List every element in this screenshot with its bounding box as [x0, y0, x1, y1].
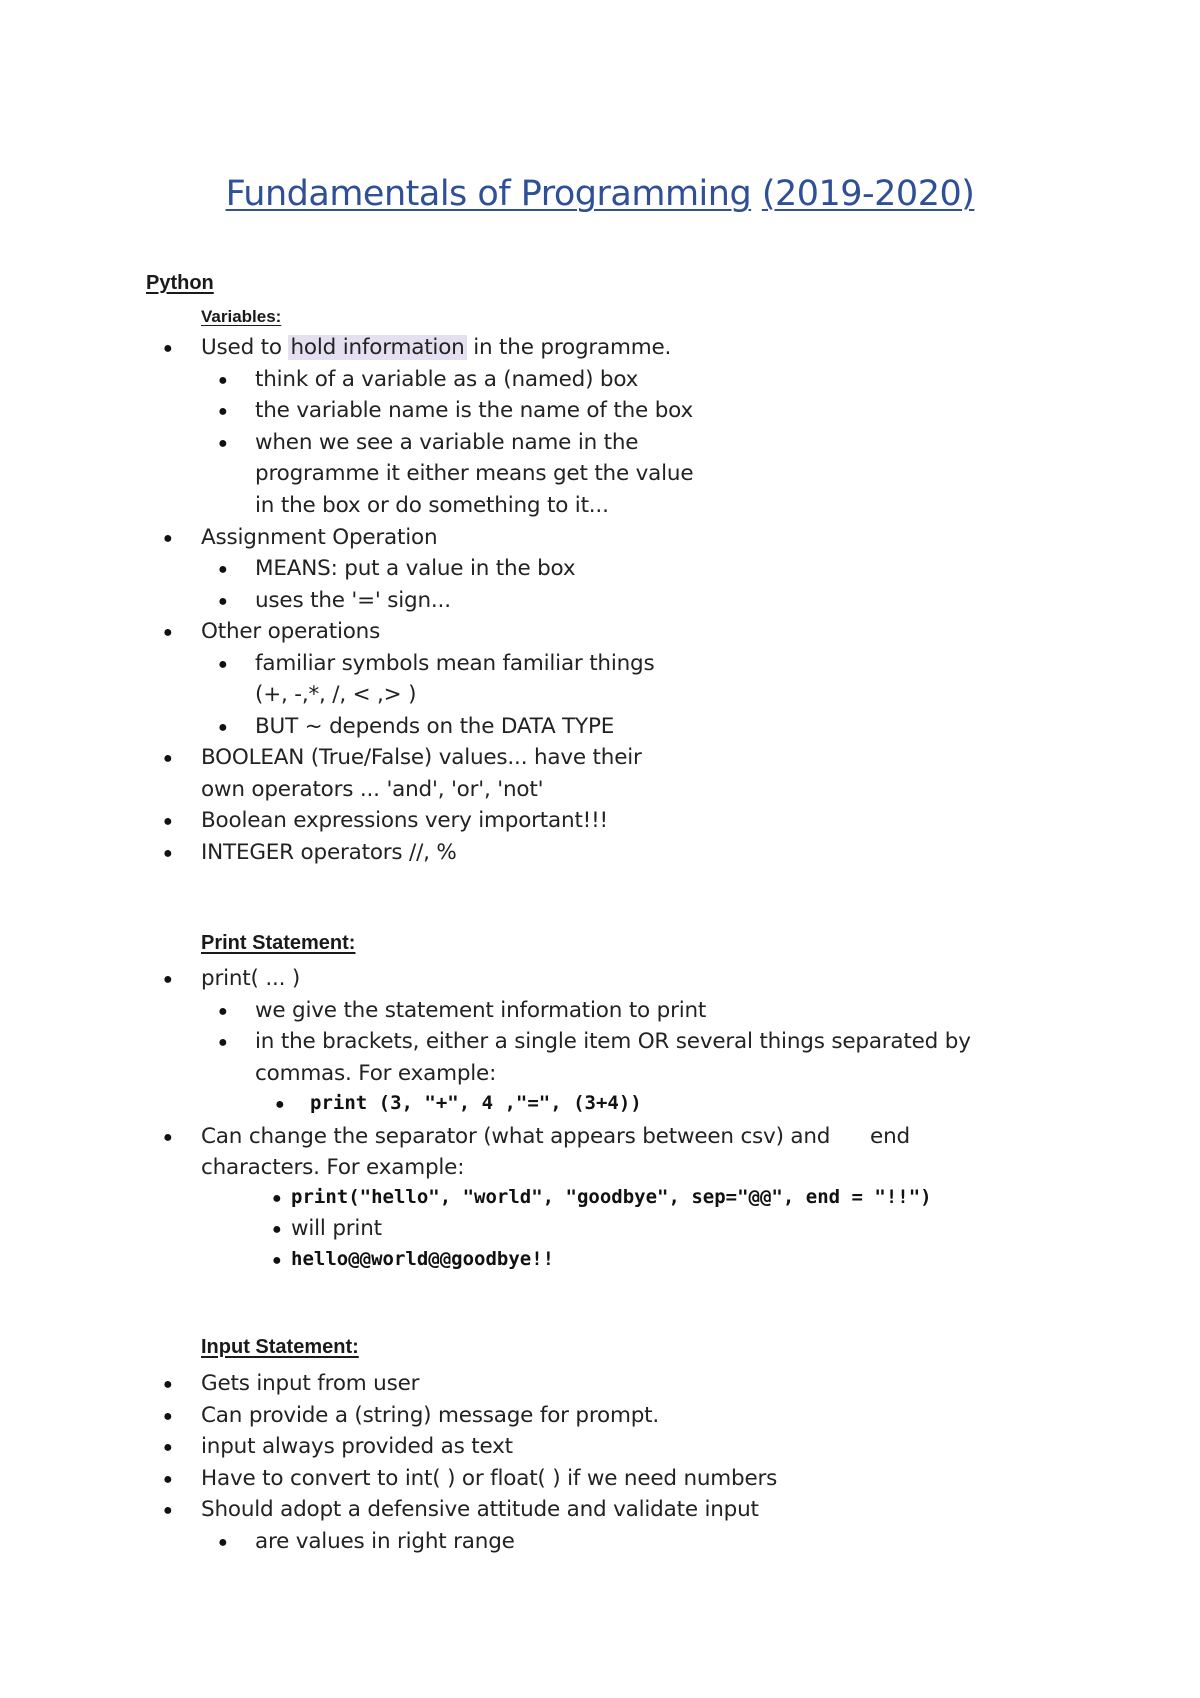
list-item: familiar symbols mean familiar things — [255, 651, 655, 676]
bullet: ● — [218, 561, 228, 578]
list-item: Can provide a (string) message for prompt. — [201, 1403, 660, 1428]
list-item: when we see a variable name in the — [255, 430, 639, 455]
list-item-continued: characters. For example: — [201, 1155, 465, 1180]
list-item: uses the '=' sign... — [255, 588, 451, 613]
bullet: ● — [275, 1096, 285, 1113]
print-statement-heading: Print Statement: — [201, 932, 356, 954]
bullet: ● — [218, 1034, 228, 1051]
bullet: ● — [272, 1190, 282, 1207]
bullet: ● — [272, 1221, 282, 1238]
code-example: hello@@world@@goodbye!! — [291, 1248, 555, 1270]
code-example: print("hello", "world", "goodbye", sep="@@", end = "!!") — [291, 1186, 932, 1208]
list-item-continued: in the box or do something to it... — [255, 493, 609, 518]
title-text: Fundamentals of Programming — [225, 174, 752, 214]
bullet: ● — [163, 1439, 173, 1456]
list-item: think of a variable as a (named) box — [255, 367, 639, 392]
list-item-continued: (+, -,*, /, < ,> ) — [255, 682, 417, 707]
bullet: ● — [272, 1252, 282, 1269]
bullet: ● — [163, 1471, 173, 1488]
bullet: ● — [163, 1502, 173, 1519]
list-item-continued: own operators ... 'and', 'or', 'not' — [201, 777, 544, 802]
bullet: ● — [218, 656, 228, 673]
bullet: ● — [218, 1534, 228, 1551]
bullet: ● — [218, 435, 228, 452]
list-item: print( ... ) — [201, 966, 301, 991]
bullet: ● — [163, 624, 173, 641]
code-example: print (3, "+", 4 ,"=", (3+4)) — [310, 1092, 642, 1114]
bullet: ● — [163, 530, 173, 547]
list-item: MEANS: put a value in the box — [255, 556, 576, 581]
list-item: Have to convert to int( ) or float( ) if we need numbers — [201, 1466, 778, 1491]
input-statement-heading: Input Statement: — [201, 1336, 359, 1358]
list-item: Other operations — [201, 619, 381, 644]
list-item-continued: programme it either means get the value — [255, 461, 694, 486]
bullet: ● — [218, 719, 228, 736]
list-item-continued: commas. For example: — [255, 1061, 497, 1086]
bullet: ● — [163, 750, 173, 767]
list-item: input always provided as text — [201, 1434, 513, 1459]
bullet: ● — [163, 813, 173, 830]
bullet: ● — [218, 1003, 228, 1020]
list-item: will print — [291, 1216, 382, 1241]
page-title — [0, 174, 1200, 214]
bullet: ● — [163, 971, 173, 988]
bullet: ● — [163, 845, 173, 862]
list-item: Can change the separator (what appears between csv) and end — [201, 1124, 910, 1149]
list-item: Used to hold information in the programme. — [201, 335, 672, 360]
bullet: ● — [218, 372, 228, 389]
list-item: BOOLEAN (True/False) values... have their — [201, 745, 642, 770]
list-item: Gets input from user — [201, 1371, 420, 1396]
list-item: Assignment Operation — [201, 525, 438, 550]
highlighted-text: hold information — [290, 335, 465, 360]
list-item: in the brackets, either a single item OR several things separated by — [255, 1029, 971, 1054]
title-years: (2019-2020) — [761, 174, 975, 214]
bullet: ● — [218, 403, 228, 420]
list-item: the variable name is the name of the box — [255, 398, 693, 423]
bullet: ● — [163, 1408, 173, 1425]
section-heading-python: Python — [146, 272, 214, 294]
list-item: Should adopt a defensive attitude and validate input — [201, 1497, 759, 1522]
list-item: Boolean expressions very important!!! — [201, 808, 608, 833]
list-item: INTEGER operators //, % — [201, 840, 457, 865]
list-item: are values in right range — [255, 1529, 515, 1554]
bullet: ● — [218, 593, 228, 610]
bullet: ● — [163, 1376, 173, 1393]
list-item: BUT ~ depends on the DATA TYPE — [255, 714, 615, 739]
bullet: ● — [163, 340, 173, 357]
variables-heading: Variables: — [201, 307, 282, 326]
bullet: ● — [163, 1129, 173, 1146]
list-item: we give the statement information to print — [255, 998, 707, 1023]
